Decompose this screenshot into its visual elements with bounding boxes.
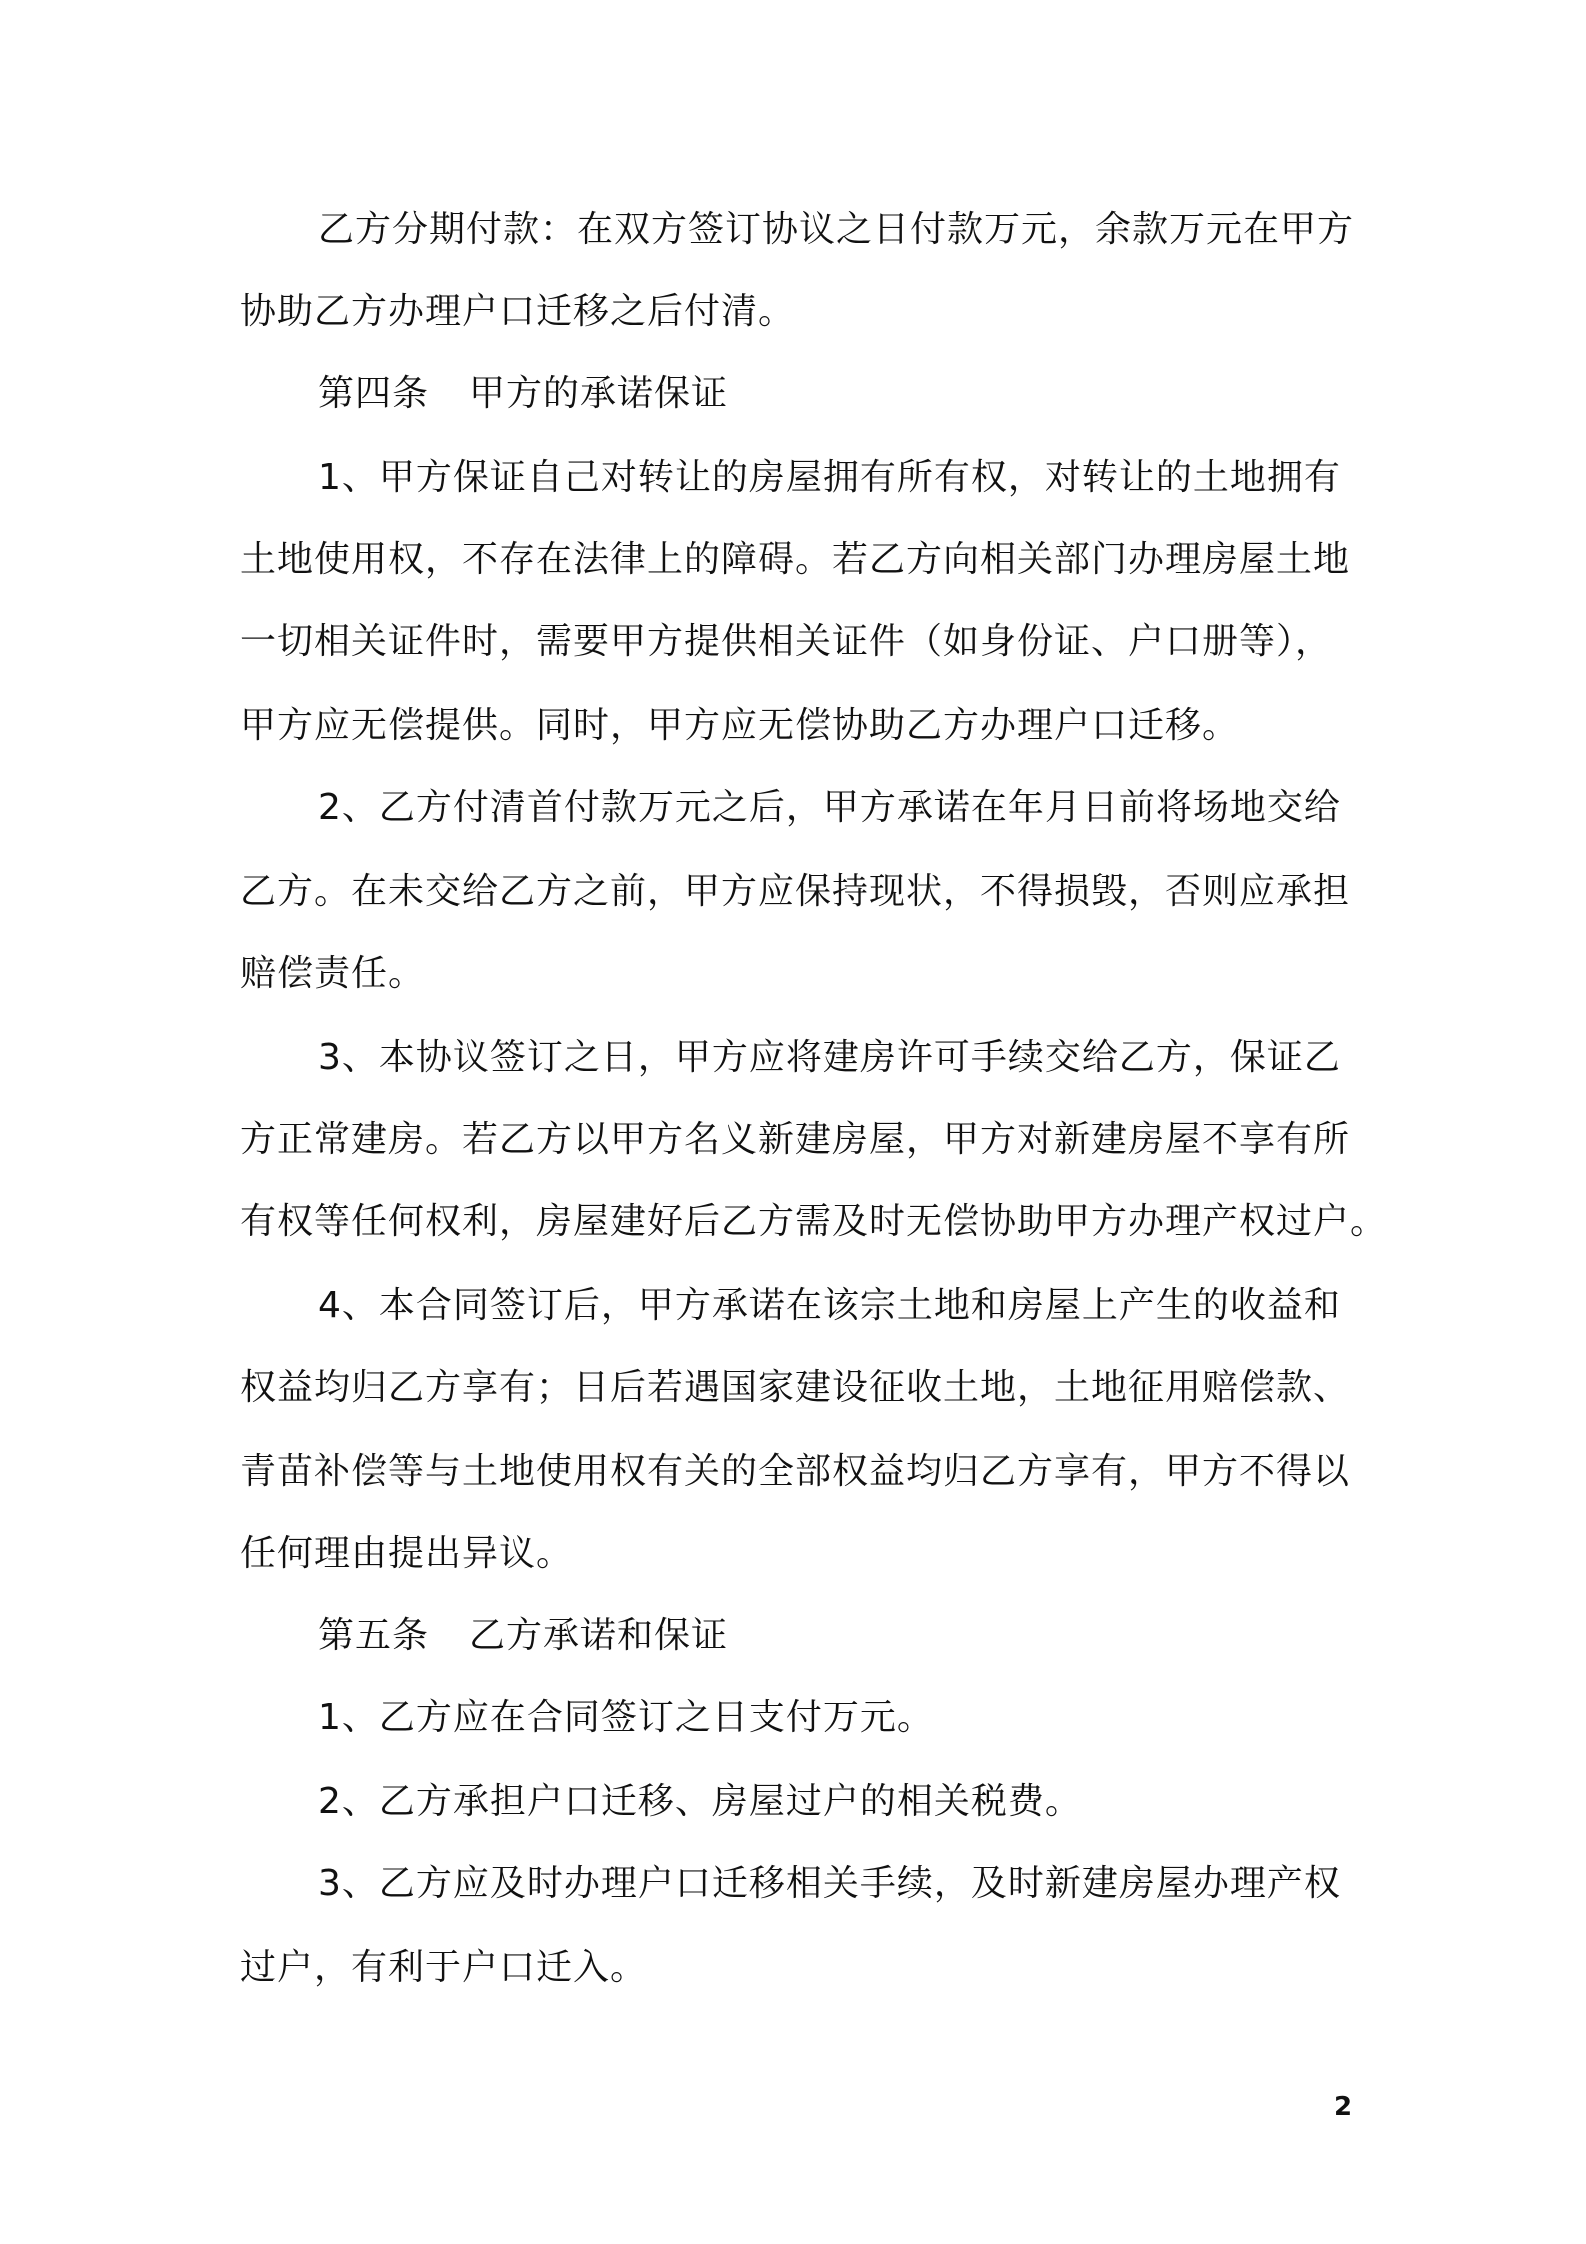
paragraph-line: 乙方分期付款：在双方签订协议之日付款万元，余款万元在甲方	[318, 209, 1355, 250]
article-heading-5	[318, 1614, 728, 1658]
paragraph-line: 任何理由提出异议。	[240, 1533, 574, 1574]
article-heading-4	[318, 372, 728, 416]
paragraph-line: 过户，有利于户口迁入。	[240, 1947, 648, 1988]
paragraph-line: 青苗补偿等与土地使用权有关的全部权益均归乙方享有，甲方不得以	[240, 1451, 1351, 1492]
paragraph-line: 2、乙方承担户口迁移、房屋过户的相关税费。	[318, 1781, 1082, 1822]
paragraph-line: 1、乙方应在合同签订之日支付万元。	[318, 1697, 934, 1738]
paragraph-line: 3、本协议签订之日，甲方应将建房许可手续交给乙方，保证乙	[318, 1037, 1341, 1078]
article-number: 第五条	[318, 1615, 430, 1656]
paragraph-line: 1、甲方保证自己对转让的房屋拥有所有权，对转让的土地拥有	[318, 457, 1341, 498]
paragraph-line: 甲方应无偿提供。同时，甲方应无偿协助乙方办理户口迁移。	[240, 705, 1240, 746]
article-title: 甲方的承诺保证	[469, 373, 729, 414]
paragraph-line: 权益均归乙方享有；日后若遇国家建设征收土地，土地征用赔偿款、	[240, 1367, 1351, 1408]
paragraph-line: 乙方。在未交给乙方之前，甲方应保持现状，不得损毁，否则应承担	[240, 871, 1351, 912]
page-number: 2	[1334, 2092, 1353, 2122]
paragraph-line: 赔偿责任。	[240, 953, 426, 994]
paragraph-line: 方正常建房。若乙方以甲方名义新建房屋，甲方对新建房屋不享有所	[240, 1119, 1351, 1160]
article-title: 乙方承诺和保证	[469, 1615, 729, 1656]
paragraph-line: 4、本合同签订后，甲方承诺在该宗土地和房屋上产生的收益和	[318, 1285, 1341, 1326]
paragraph-line: 协助乙方办理户口迁移之后付清。	[240, 291, 796, 332]
paragraph-line: 有权等任何权利，房屋建好后乙方需及时无偿协助甲方办理产权过户。	[240, 1201, 1388, 1242]
paragraph-line: 3、乙方应及时办理户口迁移相关手续，及时新建房屋办理产权	[318, 1863, 1341, 1904]
paragraph-line: 2、乙方付清首付款万元之后，甲方承诺在年月日前将场地交给	[318, 787, 1341, 828]
paragraph-line: 土地使用权，不存在法律上的障碍。若乙方向相关部门办理房屋土地	[240, 539, 1351, 580]
paragraph-line: 一切相关证件时，需要甲方提供相关证件（如身份证、户口册等），	[240, 621, 1333, 662]
article-number: 第四条	[318, 373, 430, 414]
